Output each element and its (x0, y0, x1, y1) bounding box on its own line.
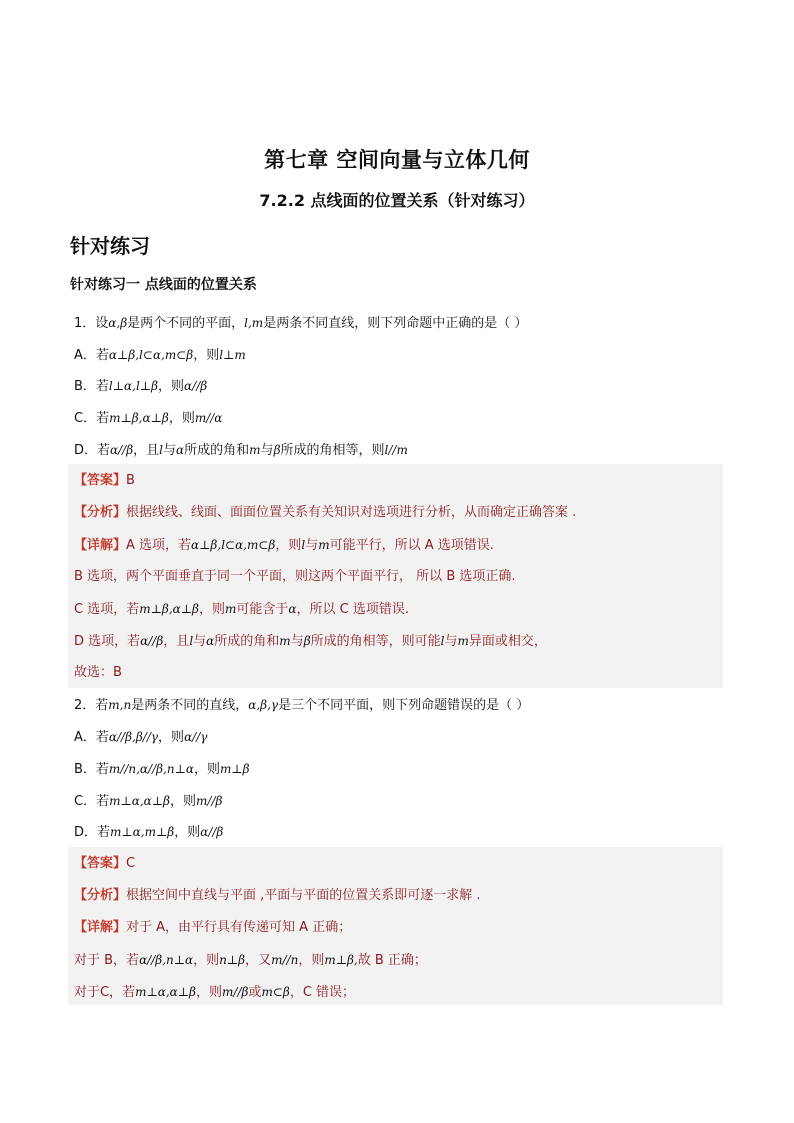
question-1-detail-d: D 选项，若α//β，且l与α所成的角和m与β所成的角相等，则可能l与m异面或相交， (74, 634, 547, 649)
question-1-conclusion: 故选：B (74, 665, 122, 680)
question-2-answer: 【答案】C (74, 856, 136, 871)
question-2-stem: 2．若m,n是两条不同的直线，α,β,γ是三个不同平面，则下列命题错误的是（ ） (74, 698, 530, 713)
question-2-option-c: C．若m⊥α,α⊥β，则m//β (74, 794, 223, 809)
chapter-title: 第七章 空间向量与立体几何 (264, 148, 530, 172)
question-1-option-a: A．若α⊥β,l⊂α,m⊂β，则l⊥m (74, 348, 246, 363)
question-1-detail-a: 【详解】A 选项，若α⊥β,l⊂α,m⊂β，则l与m可能平行，所以 A 选项错误. (74, 538, 494, 553)
question-2-detail-c: 对于C，若m⊥α,α⊥β，则m//β或m⊂β，C 错误； (74, 985, 356, 1000)
question-2-detail-b: 对于 B，若α//β,n⊥α，则n⊥β，又m//n，则m⊥β,故 B 正确； (74, 953, 427, 968)
question-1-detail-b: B 选项，两个平面垂直于同一个平面，则这两个平面平行， 所以 B 选项正确. (74, 569, 516, 584)
question-1-option-c: C．若m⊥β,α⊥β，则m//α (74, 411, 223, 426)
question-1-detail-c: C 选项，若m⊥β,α⊥β，则m可能含于α，所以 C 选项错误. (74, 602, 409, 617)
section-title: 7.2.2 点线面的位置关系（针对练习） (259, 191, 535, 210)
practice-subheading: 针对练习一 点线面的位置关系 (70, 277, 257, 293)
question-1-analysis: 【分析】根据线线、线面、面面位置关系有关知识对选项进行分析，从而确定正确答案 . (74, 505, 577, 520)
question-2-analysis: 【分析】根据空间中直线与平面 ,平面与平面的位置关系即可逐一求解 . (74, 888, 481, 903)
question-1-option-b: B．若l⊥α,l⊥β，则α//β (74, 379, 208, 394)
question-1-option-d: D．若α//β，且l与α所成的角和m与β所成的角相等，则l//m (74, 443, 408, 458)
question-2-option-a: A．若α//β,β//γ，则α//γ (74, 730, 208, 745)
question-1-stem: 1．设α,β是两个不同的平面，l,m是两条不同直线，则下列命题中正确的是（ ） (74, 316, 528, 331)
question-2-detail-a: 【详解】对于 A，由平行具有传递可知 A 正确； (74, 920, 352, 935)
question-2-option-b: B．若m//n,α//β,n⊥α，则m⊥β (74, 762, 250, 777)
question-1-answer: 【答案】B (74, 473, 135, 488)
practice-heading: 针对练习 (70, 234, 150, 258)
question-2-option-d: D．若m⊥α,m⊥β，则α//β (74, 825, 224, 840)
